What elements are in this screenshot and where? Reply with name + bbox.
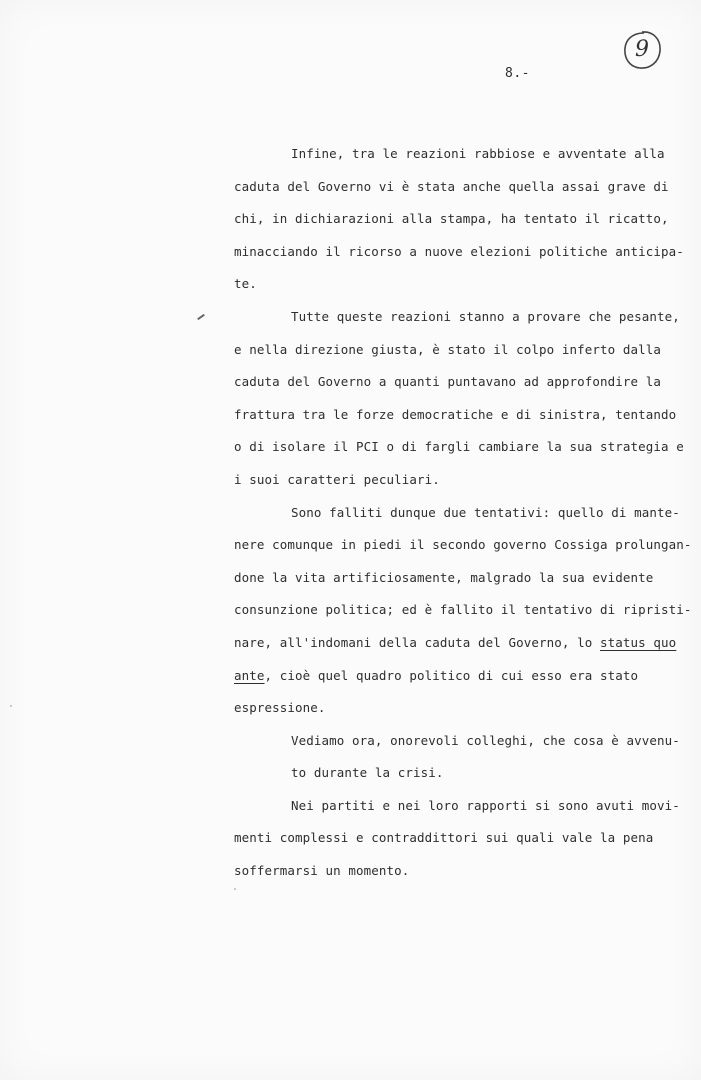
text-line: frattura tra le forze democratiche e di sinistra, tentando xyxy=(234,406,677,422)
text-line: espressione. xyxy=(234,700,326,716)
text-line: Tutte queste reazioni stanno a provare che pesante, xyxy=(291,308,680,324)
text-line: caduta del Governo a quanti puntavano ad approfondire la xyxy=(234,374,662,390)
underlined-phrase: ante xyxy=(234,667,265,683)
text-line: nere comunque in piedi il secondo governo Cossiga prolungan- xyxy=(234,537,692,553)
paper-speck xyxy=(10,705,12,707)
text-line xyxy=(234,627,677,660)
page-number: 8.- xyxy=(505,66,530,81)
text-line: Infine, tra le reazioni rabbiose e avventate alla xyxy=(291,146,665,161)
body-text xyxy=(234,138,692,888)
text-line: done la vita artificiosamente, malgrado la sua evidente xyxy=(234,569,654,585)
text-line: minacciando il ricorso a nuove elezioni politiche anticipa- xyxy=(234,243,684,259)
text-fragment: nare, all'indomani della caduta del Governo, lo xyxy=(234,634,601,650)
text-line: chi, in dichiarazioni alla stampa, ha tentato il ricatto, xyxy=(234,211,669,227)
text-fragment: , cioè quel quadro politico di cui esso era stato xyxy=(264,667,639,683)
text-line xyxy=(234,660,654,693)
text-line: menti complessi e contraddittori sui quali vale la pena xyxy=(234,830,654,846)
stamp-number: 9 xyxy=(635,37,649,62)
text-line: te. xyxy=(234,276,257,292)
text-line: e nella direzione giusta, è stato il colpo inferto dalla xyxy=(234,341,662,357)
text-line: to durante la crisi. xyxy=(291,765,444,781)
underlined-phrase: status quo xyxy=(600,634,677,650)
text-line: Vediamo ora, onorevoli colleghi, che cosa è avvenu- xyxy=(291,732,680,748)
text-line: consunzione politica; ed è fallito il tentativo di ripristi- xyxy=(234,602,692,618)
text-line: i suoi caratteri peculiari. xyxy=(234,471,440,487)
margin-tick-mark xyxy=(197,314,205,320)
text-line: caduta del Governo vi è stata anche quella assai grave di xyxy=(234,178,669,194)
page-stamp xyxy=(620,28,664,72)
text-line: soffermarsi un momento. xyxy=(234,863,410,879)
text-line: Sono falliti dunque due tentativi: quello di mante- xyxy=(291,504,680,520)
text-line: o di isolare il PCI o di fargli cambiare la sua strategia e xyxy=(234,439,684,455)
text-line: Nei partiti e nei loro rapporti si sono avuti movi- xyxy=(291,797,680,813)
paper-speck xyxy=(234,888,236,890)
